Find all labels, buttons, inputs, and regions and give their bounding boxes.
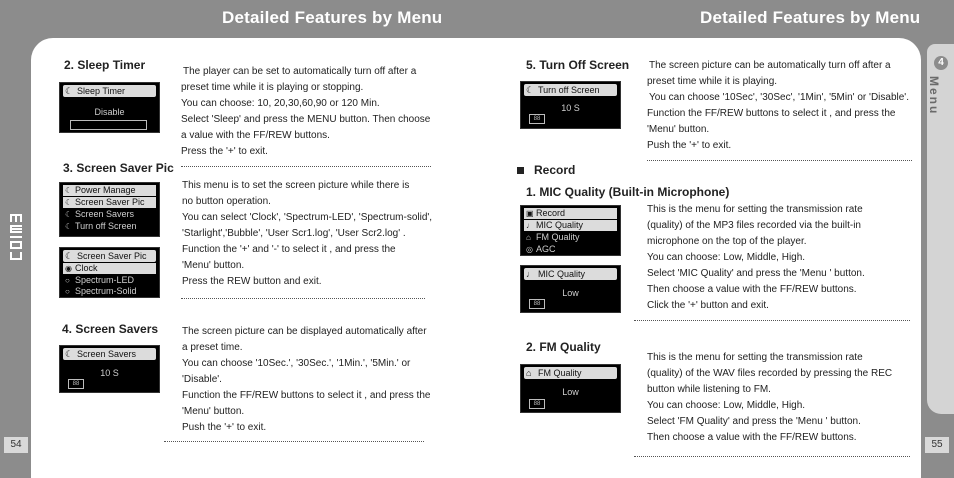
screen-saver-pic-title: 3. Screen Saver Pic — [63, 161, 174, 175]
screen-savers-screen: ☾ Screen Savers 10 S 88 — [59, 345, 160, 393]
radio-selected-icon: ◉ — [65, 264, 72, 273]
turn-off-screen-text: The screen picture can be automatically turn off after a preset time while it is playing. You can choose '10Sec', '30Sec', '1Min', '5Min' or 'Disable'. Function the FF/REW buttons to select it , and press the 'Menu' button. Push the '+' to exit. — [647, 60, 909, 151]
sleep-timer-text: The player can be set to automatically turn off after a preset time while it is playing or stopping. You can choose: 10, 20,30,60,90 or 120 Min. Select 'Sleep' and press the MENU button. Then choose a value with the FF/REW buttons. Press the '+' to exit. — [181, 66, 431, 157]
divider — [647, 160, 912, 161]
divider — [164, 441, 424, 442]
screen-value: Disable — [94, 107, 125, 117]
screen-header: ☾ Sleep Timer — [63, 85, 156, 97]
page-number-right: 55 — [925, 437, 949, 453]
fm-icon: ⌂ — [526, 233, 531, 242]
screen-header: ☾ Screen Saver Pic — [63, 250, 156, 262]
bullet-square — [517, 167, 524, 174]
mic-icon: ♩ — [526, 221, 534, 230]
mic-icon: ♩ — [526, 269, 535, 279]
turn-off-screen-screen: ☾ Turn off Screen 10 S 88 — [520, 81, 621, 129]
divider — [634, 456, 910, 457]
chapter-number: 4 — [934, 56, 948, 70]
divider — [181, 166, 431, 167]
agc-icon: ◎ — [526, 245, 533, 254]
divider — [634, 320, 910, 321]
moon-clock-icon: ☾ — [65, 222, 73, 231]
radio-icon: ○ — [65, 287, 70, 296]
moon-clock-icon: ☾ — [65, 186, 73, 195]
moon-clock-icon: ☾ — [65, 86, 74, 96]
fm-quality-text: This is the menu for setting the transmission rate (quality) of the WAV files recorded by pressing the REC button while listening to FM. You can choose: Low, Middle, High. Select 'FM Quality' and press the 'Menu ' button. Then choose a value with the FF/REW buttons. — [647, 352, 893, 443]
divider — [181, 298, 425, 299]
right-page-title: Detailed Features by Menu — [700, 8, 921, 27]
record-menu-screen: ▣ Record ♩ MIC Quality ⌂ FM Quality ◎ AGC — [520, 205, 621, 256]
settings-menu-screen: ☾ Power Manage ☾ Screen Saver Pic ☾ Screen Savers ☾ Turn off Screen — [59, 182, 160, 237]
moon-clock-icon: ☾ — [65, 349, 74, 359]
mic-quality-text: This is the menu for setting the transmission rate (quality) of the MP3 files recorded via the built-in microphone on the top of the player. You can choose: Low, Middle, High. Select 'MIC Quality' and press the 'Menu ' button. Then choose a value with the FF/REW buttons. Click the '+' button and exit. — [647, 204, 865, 311]
meizu-logo — [7, 212, 25, 262]
moon-clock-icon: ☾ — [65, 210, 73, 219]
moon-clock-icon: ☾ — [526, 85, 535, 95]
screen-savers-text: The screen picture can be displayed automatically after a preset time. You can choose '10Sec.', '30Sec.', '1Min.', '5Min.' or 'Disable'. Function the FF/REW buttons to select it , and press the 'Menu' button. Push the '+' to exit. — [182, 326, 431, 433]
sleep-timer-title: 2. Sleep Timer — [64, 58, 146, 72]
screen-value-box — [70, 120, 147, 130]
mic-quality-screen: ♩ MIC Quality Low 88 — [520, 265, 621, 313]
turn-off-screen-title: 5. Turn Off Screen — [526, 58, 630, 72]
page-number-left: 54 — [4, 437, 28, 453]
sleep-timer-screen — [59, 82, 160, 133]
fm-quality-title: 2. FM Quality — [526, 340, 601, 354]
screen-saver-pic-screen: ☾ Screen Saver Pic ◉ Clock ○ Spectrum-LED ○ Spectrum-Solid — [59, 247, 160, 298]
radio-icon: ○ — [65, 276, 70, 285]
left-page-title: Detailed Features by Menu — [222, 8, 443, 27]
record-title: Record — [534, 163, 576, 177]
mic-quality-title: 1. MIC Quality (Built-in Microphone) — [526, 185, 730, 199]
fm-quality-screen: ⌂ FM Quality Low 88 — [520, 364, 621, 413]
fm-icon: ⌂ — [526, 368, 532, 378]
chapter-label: Menu — [927, 76, 941, 116]
screen-saver-pic-text: This menu is to set the screen picture while there is no button operation. You can select 'Clock', 'Spectrum-LED', 'Spectrum-solid', 'Starlight','Bubble', 'User Scr1.log', 'User Scr2.log' . Function the '+' and '-' to select it , and press the 'Menu' button. Press the REW button and exit. — [182, 180, 433, 287]
screen-savers-title: 4. Screen Savers — [62, 322, 159, 336]
moon-clock-icon: ☾ — [65, 251, 74, 261]
record-icon: ▣ — [526, 209, 534, 218]
moon-clock-icon: ☾ — [65, 198, 73, 207]
